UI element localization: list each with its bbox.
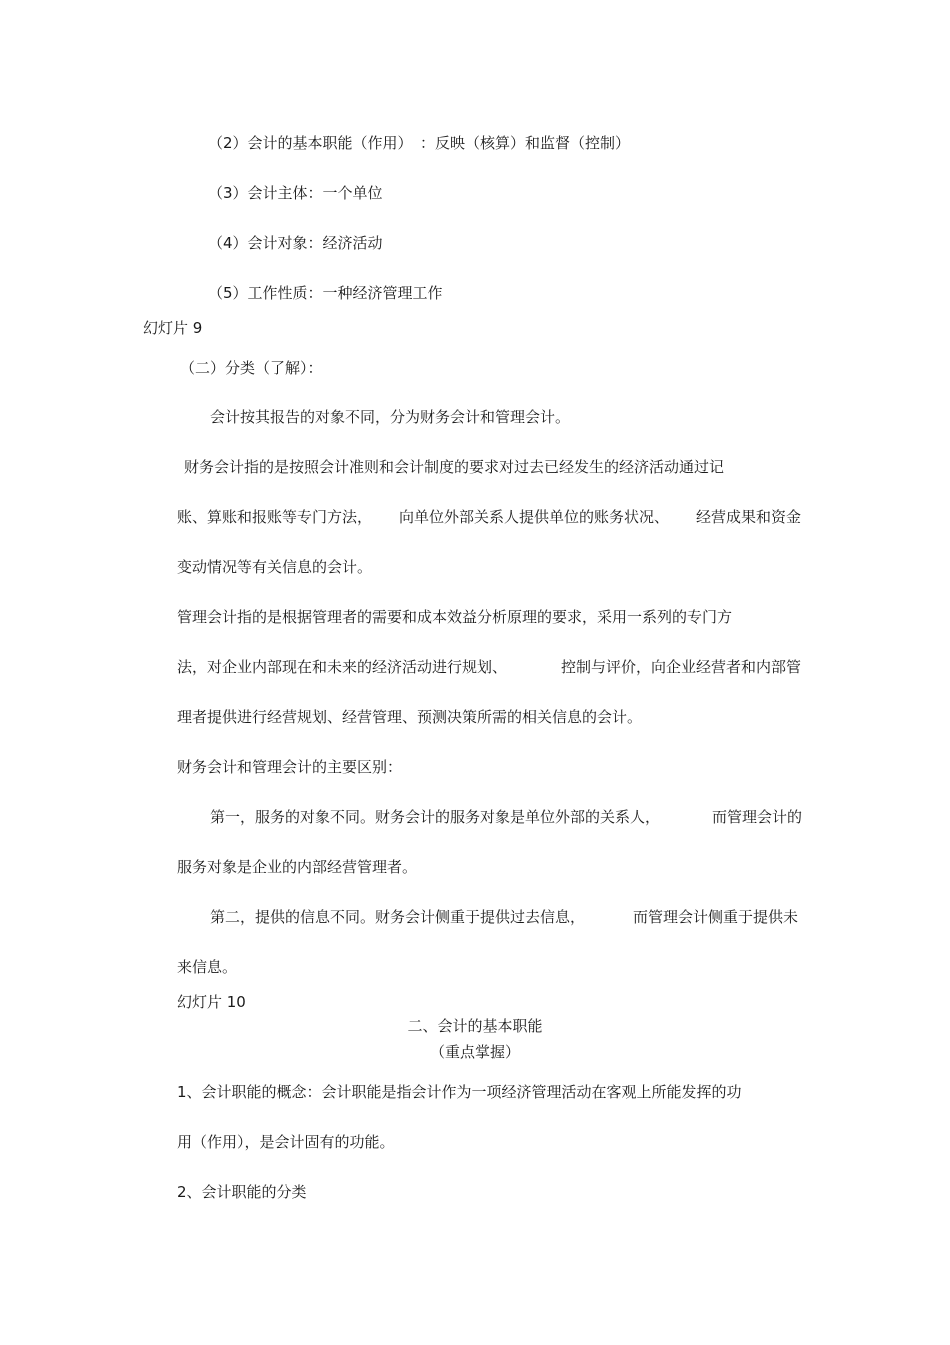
paragraph-7-line-2: 用（作用），是会计固有的功能。	[177, 1133, 395, 1151]
section-title: 二、会计的基本职能	[407, 1017, 543, 1035]
paragraph-2-line-2-part-3: 经营成果和资金	[695, 508, 801, 526]
section-heading: （二）分类（了解）：	[180, 359, 323, 377]
paragraph-3-line-2	[177, 657, 801, 677]
paragraph-2-line-2	[177, 507, 801, 527]
paragraph-1: 会计按其报告的对象不同，分为财务会计和管理会计。	[210, 408, 571, 426]
item-2-value: ：反映（核算）和监督（控制）	[420, 134, 631, 152]
paragraph-6-line-2: 来信息。	[177, 958, 238, 976]
section-subtitle: （重点掌握）	[429, 1043, 520, 1061]
slide-label-10: 幻灯片 10	[177, 993, 246, 1011]
paragraph-6-line-1	[210, 907, 798, 927]
item-3: （3）会计主体：一个单位	[208, 184, 383, 202]
paragraph-2-line-2-part-1: 账、算账和报账等专门方法，	[177, 508, 373, 526]
slide-label-9: 幻灯片 9	[143, 319, 203, 337]
paragraph-4: 财务会计和管理会计的主要区别：	[177, 758, 403, 776]
item-4: （4）会计对象：经济活动	[208, 234, 383, 252]
paragraph-3-line-3: 理者提供进行经营规划、经营管理、预测决策所需的相关信息的会计。	[177, 708, 643, 726]
paragraph-5-line-1	[210, 807, 802, 827]
paragraph-5-line-2: 服务对象是企业的内部经营管理者。	[177, 858, 418, 876]
item-5: （5）工作性质：一种经济管理工作	[208, 284, 443, 302]
paragraph-5-line-1-part-2: 而管理会计的	[711, 808, 802, 826]
paragraph-2-line-3: 变动情况等有关信息的会计。	[177, 558, 373, 576]
paragraph-2-line-2-part-2: 向单位外部关系人提供单位的账务状况、	[398, 508, 669, 526]
item-2-label: （2）会计的基本职能（作用）	[208, 134, 413, 152]
paragraph-3-line-1: 管理会计指的是根据管理者的需要和成本效益分析原理的要求，采用一系列的专门方	[177, 608, 733, 626]
paragraph-7-line-1: 1、会计职能的概念：会计职能是指会计作为一项经济管理活动在客观上所能发挥的功	[177, 1083, 742, 1101]
paragraph-6-line-1-part-1: 第二，提供的信息不同。财务会计侧重于提供过去信息，	[210, 908, 586, 926]
paragraph-5-line-1-part-1: 第一，服务的对象不同。财务会计的服务对象是单位外部的关系人，	[210, 808, 661, 826]
paragraph-3-line-2-part-2: 控制与评价，向企业经营者和内部管	[560, 658, 801, 676]
paragraph-6-line-1-part-2: 而管理会计侧重于提供未	[632, 908, 798, 926]
paragraph-2-line-1: 财务会计指的是按照会计准则和会计制度的要求对过去已经发生的经济活动通过记	[184, 458, 725, 476]
paragraph-3-line-2-part-1: 法，对企业内部现在和未来的经济活动进行规划、	[177, 658, 508, 676]
paragraph-8: 2、会计职能的分类	[177, 1183, 307, 1201]
